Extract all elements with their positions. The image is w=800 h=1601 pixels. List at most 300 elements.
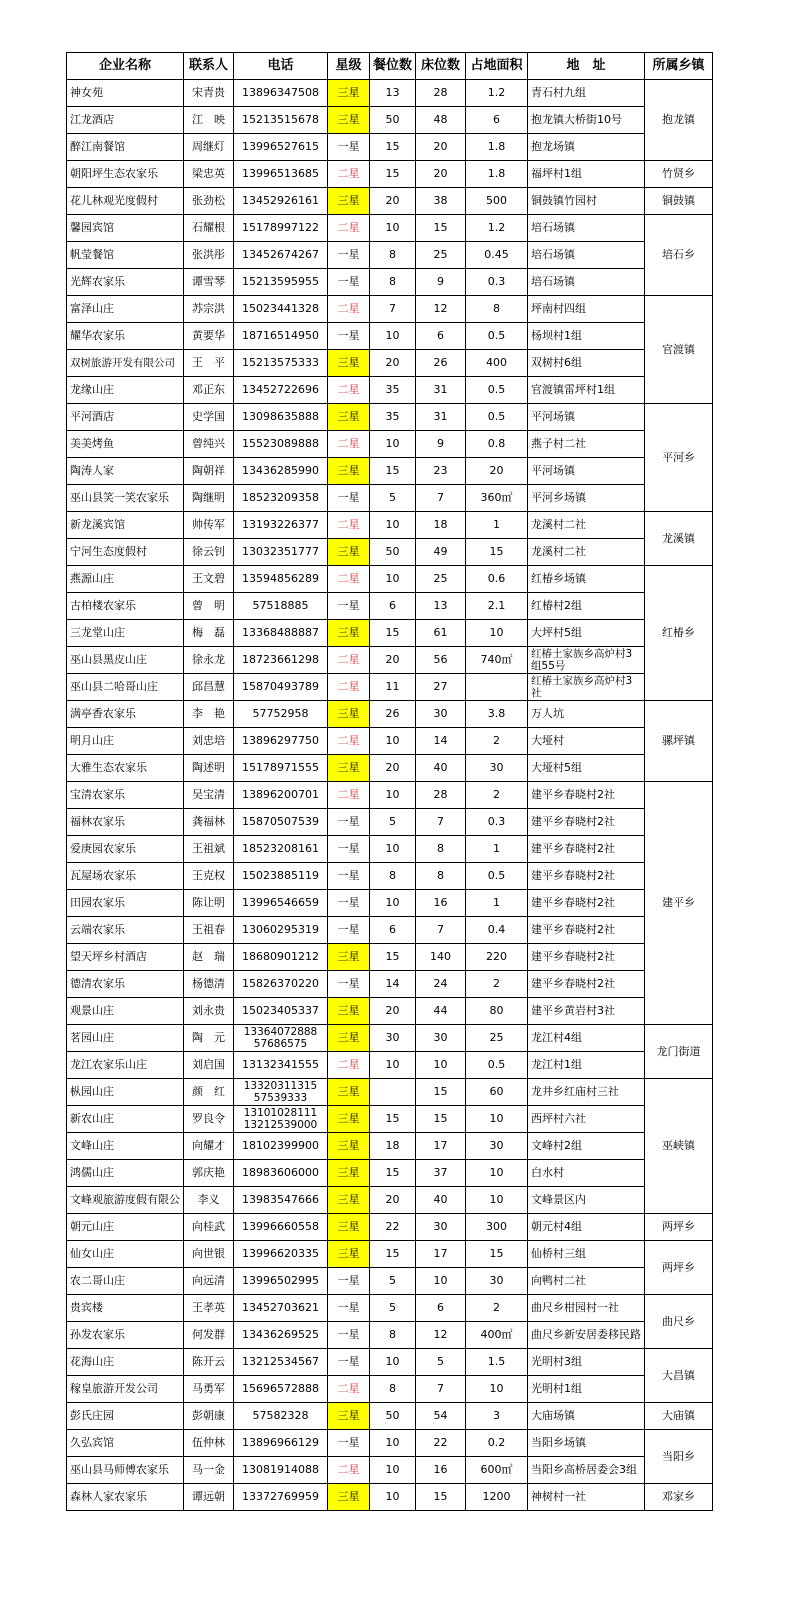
header-phone: 电话 [234, 53, 328, 80]
cell-beds: 16 [416, 890, 466, 917]
cell-star: 三星 [328, 1160, 370, 1187]
cell-name: 明月山庄 [67, 728, 184, 755]
cell-seats: 20 [370, 647, 416, 674]
cell-address: 红椿乡场镇 [528, 566, 645, 593]
cell-beds: 31 [416, 377, 466, 404]
cell-beds: 30 [416, 1214, 466, 1241]
table-row [67, 269, 713, 296]
cell-address: 平河场镇 [528, 404, 645, 431]
cell-contact: 向桂武 [184, 1214, 234, 1241]
cell-beds: 17 [416, 1133, 466, 1160]
cell-name: 森林人家农家乐 [67, 1484, 184, 1511]
cell-name: 新农山庄 [67, 1106, 184, 1133]
table-row [67, 620, 713, 647]
cell-phone: 13452674267 [234, 242, 328, 269]
cell-contact: 谭远朝 [184, 1484, 234, 1511]
cell-area: 30 [466, 1133, 528, 1160]
cell-area: 25 [466, 1025, 528, 1052]
cell-name: 望天坪乡村酒店 [67, 944, 184, 971]
cell-seats: 8 [370, 242, 416, 269]
cell-address: 当阳乡高桥居委会3组 [528, 1457, 645, 1484]
cell-area: 0.3 [466, 269, 528, 296]
cell-star: 一星 [328, 971, 370, 998]
cell-name: 龙缘山庄 [67, 377, 184, 404]
cell-area: 0.5 [466, 863, 528, 890]
table-row [67, 1295, 713, 1322]
cell-contact: 石耀根 [184, 215, 234, 242]
cell-seats: 20 [370, 350, 416, 377]
cell-star: 二星 [328, 1376, 370, 1403]
cell-phone: 15023405337 [234, 998, 328, 1025]
cell-town: 骡坪镇 [645, 701, 713, 782]
cell-contact: 帅传军 [184, 512, 234, 539]
cell-phone: 18983606000 [234, 1160, 328, 1187]
cell-town: 两坪乡 [645, 1241, 713, 1295]
cell-area: 1200 [466, 1484, 528, 1511]
cell-area: 600㎡ [466, 1457, 528, 1484]
cell-contact: 谭雪琴 [184, 269, 234, 296]
cell-seats: 30 [370, 1025, 416, 1052]
cell-contact: 黄要华 [184, 323, 234, 350]
cell-beds: 56 [416, 647, 466, 674]
cell-phone: 15213515678 [234, 107, 328, 134]
cell-beds: 9 [416, 431, 466, 458]
cell-area: 740㎡ [466, 647, 528, 674]
cell-phone: 13368488887 [234, 620, 328, 647]
cell-name: 仙女山庄 [67, 1241, 184, 1268]
cell-beds: 37 [416, 1160, 466, 1187]
cell-address: 建平乡春晓村2社 [528, 836, 645, 863]
cell-beds: 30 [416, 701, 466, 728]
cell-seats: 26 [370, 701, 416, 728]
cell-address: 红椿土家族乡高炉村3社 [528, 674, 645, 701]
cell-seats: 15 [370, 161, 416, 188]
header-row [67, 53, 713, 80]
cell-seats: 10 [370, 728, 416, 755]
cell-star: 一星 [328, 323, 370, 350]
cell-address: 文峰景区内 [528, 1187, 645, 1214]
cell-address: 大垭村5组 [528, 755, 645, 782]
cell-phone: 13983547666 [234, 1187, 328, 1214]
cell-beds: 17 [416, 1241, 466, 1268]
cell-beds: 8 [416, 836, 466, 863]
cell-beds: 27 [416, 674, 466, 701]
cell-contact: 史学国 [184, 404, 234, 431]
cell-star: 三星 [328, 1133, 370, 1160]
cell-phone: 13996513685 [234, 161, 328, 188]
cell-seats: 10 [370, 323, 416, 350]
table-row [67, 674, 713, 701]
cell-star: 一星 [328, 1268, 370, 1295]
cell-beds: 24 [416, 971, 466, 998]
cell-seats: 10 [370, 890, 416, 917]
cell-name: 爱庚园农家乐 [67, 836, 184, 863]
cell-star: 二星 [328, 728, 370, 755]
cell-beds: 6 [416, 323, 466, 350]
cell-beds: 49 [416, 539, 466, 566]
cell-seats: 18 [370, 1133, 416, 1160]
cell-contact: 伍仲林 [184, 1430, 234, 1457]
cell-star: 三星 [328, 1106, 370, 1133]
cell-contact: 彭朝康 [184, 1403, 234, 1430]
table-row [67, 161, 713, 188]
cell-beds: 10 [416, 1052, 466, 1079]
cell-phone: 18680901212 [234, 944, 328, 971]
cell-address: 培石场镇 [528, 242, 645, 269]
cell-contact: 何发群 [184, 1322, 234, 1349]
cell-contact: 梅 磊 [184, 620, 234, 647]
cell-phone: 18523209358 [234, 485, 328, 512]
cell-contact: 徐永龙 [184, 647, 234, 674]
cell-beds: 28 [416, 782, 466, 809]
cell-contact: 陈开云 [184, 1349, 234, 1376]
cell-name: 光辉农家乐 [67, 269, 184, 296]
cell-area: 60 [466, 1079, 528, 1106]
table-row [67, 80, 713, 107]
cell-contact: 王祖斌 [184, 836, 234, 863]
cell-area: 0.2 [466, 1430, 528, 1457]
cell-seats: 5 [370, 1268, 416, 1295]
cell-phone: 13098635888 [234, 404, 328, 431]
cell-area: 2 [466, 782, 528, 809]
cell-beds: 38 [416, 188, 466, 215]
cell-star: 三星 [328, 620, 370, 647]
cell-star: 一星 [328, 1349, 370, 1376]
cell-star: 一星 [328, 1322, 370, 1349]
table-row [67, 836, 713, 863]
cell-town: 大昌镇 [645, 1349, 713, 1403]
cell-phone: 15023441328 [234, 296, 328, 323]
cell-address: 培石场镇 [528, 215, 645, 242]
cell-beds: 140 [416, 944, 466, 971]
cell-seats: 8 [370, 863, 416, 890]
cell-town: 建平乡 [645, 782, 713, 1025]
cell-name: 文峰观旅游度假有限公 [67, 1187, 184, 1214]
table-row [67, 323, 713, 350]
cell-name: 富泽山庄 [67, 296, 184, 323]
cell-star: 三星 [328, 1025, 370, 1052]
cell-address: 龙溪村二社 [528, 539, 645, 566]
cell-seats: 13 [370, 80, 416, 107]
table-row [67, 1187, 713, 1214]
cell-area: 80 [466, 998, 528, 1025]
cell-seats: 10 [370, 1052, 416, 1079]
cell-contact: 罗良令 [184, 1106, 234, 1133]
table-row [67, 566, 713, 593]
cell-star: 二星 [328, 566, 370, 593]
cell-town: 龙门街道 [645, 1025, 713, 1079]
cell-phone: 13996527615 [234, 134, 328, 161]
table-row [67, 1349, 713, 1376]
cell-area: 10 [466, 620, 528, 647]
cell-beds: 25 [416, 566, 466, 593]
cell-name: 田园农家乐 [67, 890, 184, 917]
cell-address: 抱龙镇大桥街10号 [528, 107, 645, 134]
cell-phone: 15178971555 [234, 755, 328, 782]
header-area: 占地面积 [466, 53, 528, 80]
cell-phone: 13081914088 [234, 1457, 328, 1484]
cell-seats: 15 [370, 1160, 416, 1187]
cell-area: 10 [466, 1106, 528, 1133]
cell-address: 培石场镇 [528, 269, 645, 296]
cell-contact: 王克权 [184, 863, 234, 890]
cell-contact: 郭庆艳 [184, 1160, 234, 1187]
cell-address: 建平乡春晓村2社 [528, 971, 645, 998]
header-star: 星级 [328, 53, 370, 80]
table-row [67, 350, 713, 377]
cell-beds: 61 [416, 620, 466, 647]
cell-address: 仙桥村三组 [528, 1241, 645, 1268]
cell-town: 邓家乡 [645, 1484, 713, 1511]
cell-seats: 35 [370, 377, 416, 404]
cell-area: 2 [466, 1295, 528, 1322]
cell-name: 朝元山庄 [67, 1214, 184, 1241]
cell-star: 一星 [328, 863, 370, 890]
table-row [67, 1052, 713, 1079]
cell-contact: 李 艳 [184, 701, 234, 728]
cell-area: 0.5 [466, 1052, 528, 1079]
cell-seats: 6 [370, 917, 416, 944]
table-row [67, 971, 713, 998]
cell-star: 一星 [328, 1295, 370, 1322]
cell-seats: 35 [370, 404, 416, 431]
header-name: 企业名称 [67, 53, 184, 80]
cell-name: 巫山县笑一笑农家乐 [67, 485, 184, 512]
cell-phone: 13212534567 [234, 1349, 328, 1376]
cell-seats: 10 [370, 215, 416, 242]
cell-seats: 5 [370, 809, 416, 836]
cell-phone: 13896200701 [234, 782, 328, 809]
cell-area: 0.5 [466, 377, 528, 404]
cell-beds: 23 [416, 458, 466, 485]
cell-address: 红椿村2组 [528, 593, 645, 620]
cell-contact: 曾纯兴 [184, 431, 234, 458]
cell-contact: 颜 红 [184, 1079, 234, 1106]
cell-star: 一星 [328, 269, 370, 296]
cell-contact: 龚福林 [184, 809, 234, 836]
table-row [67, 1322, 713, 1349]
cell-name: 馨园宾馆 [67, 215, 184, 242]
cell-address: 建平乡春晓村2社 [528, 863, 645, 890]
table-row [67, 1403, 713, 1430]
cell-contact: 李义 [184, 1187, 234, 1214]
cell-address: 大垭村 [528, 728, 645, 755]
cell-star: 三星 [328, 188, 370, 215]
cell-star: 二星 [328, 782, 370, 809]
cell-phone: 13452703621 [234, 1295, 328, 1322]
table-row [67, 1457, 713, 1484]
cell-star: 一星 [328, 836, 370, 863]
cell-name: 孙发农家乐 [67, 1322, 184, 1349]
cell-seats: 11 [370, 674, 416, 701]
cell-seats: 20 [370, 998, 416, 1025]
cell-phone: 18523208161 [234, 836, 328, 863]
cell-contact: 陶 元 [184, 1025, 234, 1052]
cell-star: 一星 [328, 134, 370, 161]
cell-phone: 13896297750 [234, 728, 328, 755]
cell-town: 两坪乡 [645, 1214, 713, 1241]
cell-address: 双树村6组 [528, 350, 645, 377]
cell-address: 白水村 [528, 1160, 645, 1187]
cell-address: 坪南村四组 [528, 296, 645, 323]
table-row [67, 242, 713, 269]
cell-contact: 吴宝清 [184, 782, 234, 809]
cell-beds: 10 [416, 1268, 466, 1295]
cell-contact: 陶述明 [184, 755, 234, 782]
cell-seats: 10 [370, 836, 416, 863]
cell-star: 三星 [328, 404, 370, 431]
cell-contact: 向远清 [184, 1268, 234, 1295]
table-row [67, 755, 713, 782]
cell-contact: 周继灯 [184, 134, 234, 161]
cell-star: 一星 [328, 917, 370, 944]
cell-phone: 13996660558 [234, 1214, 328, 1241]
cell-name: 福林农家乐 [67, 809, 184, 836]
cell-beds: 54 [416, 1403, 466, 1430]
cell-phone: 13452926161 [234, 188, 328, 215]
table-row [67, 458, 713, 485]
cell-seats: 20 [370, 188, 416, 215]
cell-address: 当阳乡场镇 [528, 1430, 645, 1457]
cell-name: 帆莹餐馆 [67, 242, 184, 269]
cell-phone: 15826370220 [234, 971, 328, 998]
cell-seats: 10 [370, 512, 416, 539]
cell-name: 枞园山庄 [67, 1079, 184, 1106]
table-row [67, 539, 713, 566]
cell-beds: 44 [416, 998, 466, 1025]
cell-area: 1 [466, 512, 528, 539]
table-row [67, 863, 713, 890]
cell-beds: 12 [416, 296, 466, 323]
cell-beds: 8 [416, 863, 466, 890]
cell-area: 10 [466, 1160, 528, 1187]
cell-contact: 邓正东 [184, 377, 234, 404]
cell-beds: 30 [416, 1025, 466, 1052]
cell-beds: 22 [416, 1430, 466, 1457]
cell-star: 二星 [328, 296, 370, 323]
table-row [67, 782, 713, 809]
cell-address: 龙江村4组 [528, 1025, 645, 1052]
cell-phone: 57752958 [234, 701, 328, 728]
cell-address: 光明村1组 [528, 1376, 645, 1403]
cell-area: 1 [466, 836, 528, 863]
cell-seats: 15 [370, 944, 416, 971]
cell-beds: 25 [416, 242, 466, 269]
cell-star: 一星 [328, 593, 370, 620]
table-row [67, 296, 713, 323]
cell-beds: 15 [416, 1079, 466, 1106]
cell-area: 30 [466, 1268, 528, 1295]
cell-area: 3 [466, 1403, 528, 1430]
table-row [67, 1241, 713, 1268]
cell-name: 农二哥山庄 [67, 1268, 184, 1295]
cell-area: 30 [466, 755, 528, 782]
cell-address: 万人坑 [528, 701, 645, 728]
cell-phone: 13896347508 [234, 80, 328, 107]
spreadsheet [66, 52, 713, 1511]
cell-seats: 8 [370, 1376, 416, 1403]
table-row [67, 701, 713, 728]
cell-beds: 14 [416, 728, 466, 755]
cell-address: 龙溪村二社 [528, 512, 645, 539]
cell-seats: 15 [370, 458, 416, 485]
cell-star: 二星 [328, 647, 370, 674]
cell-contact: 杨德清 [184, 971, 234, 998]
table-body [67, 80, 713, 1511]
table-row [67, 404, 713, 431]
cell-star: 三星 [328, 1484, 370, 1511]
cell-seats: 10 [370, 782, 416, 809]
cell-seats: 5 [370, 485, 416, 512]
cell-area: 220 [466, 944, 528, 971]
cell-contact: 马勇军 [184, 1376, 234, 1403]
cell-town: 红椿乡 [645, 566, 713, 701]
cell-phone: 13132341555 [234, 1052, 328, 1079]
cell-star: 三星 [328, 1079, 370, 1106]
cell-star: 一星 [328, 809, 370, 836]
cell-town: 龙溪镇 [645, 512, 713, 566]
cell-seats: 20 [370, 1187, 416, 1214]
cell-name: 龙江农家乐山庄 [67, 1052, 184, 1079]
cell-area: 20 [466, 458, 528, 485]
cell-beds: 26 [416, 350, 466, 377]
cell-beds: 16 [416, 1457, 466, 1484]
table-row [67, 107, 713, 134]
cell-beds: 13 [416, 593, 466, 620]
table-row [67, 512, 713, 539]
cell-star: 三星 [328, 107, 370, 134]
cell-area: 360㎡ [466, 485, 528, 512]
cell-phone: 57518885 [234, 593, 328, 620]
cell-phone: 13372769959 [234, 1484, 328, 1511]
cell-address: 向鸭村二社 [528, 1268, 645, 1295]
cell-star: 一星 [328, 242, 370, 269]
cell-address: 建平乡春晓村2社 [528, 917, 645, 944]
cell-seats: 10 [370, 1484, 416, 1511]
cell-area: 15 [466, 539, 528, 566]
cell-address: 龙江村1组 [528, 1052, 645, 1079]
cell-name: 花儿林观光度假村 [67, 188, 184, 215]
cell-seats: 15 [370, 1106, 416, 1133]
cell-phone: 15213575333 [234, 350, 328, 377]
cell-star: 二星 [328, 674, 370, 701]
cell-phone: 13032351777 [234, 539, 328, 566]
cell-beds: 7 [416, 1376, 466, 1403]
cell-star: 三星 [328, 350, 370, 377]
header-seats: 餐位数 [370, 53, 416, 80]
cell-name: 贵宾楼 [67, 1295, 184, 1322]
cell-phone: 13996546659 [234, 890, 328, 917]
cell-address: 平河场镇 [528, 458, 645, 485]
table-row [67, 998, 713, 1025]
cell-seats: 20 [370, 755, 416, 782]
cell-town: 培石乡 [645, 215, 713, 296]
cell-address: 朝元村4组 [528, 1214, 645, 1241]
cell-star: 二星 [328, 1052, 370, 1079]
cell-star: 一星 [328, 890, 370, 917]
cell-beds: 7 [416, 917, 466, 944]
cell-area: 400 [466, 350, 528, 377]
cell-contact: 陶朝祥 [184, 458, 234, 485]
cell-beds: 5 [416, 1349, 466, 1376]
cell-address: 文峰村2组 [528, 1133, 645, 1160]
cell-seats: 8 [370, 269, 416, 296]
cell-name: 巫山县马师傅农家乐 [67, 1457, 184, 1484]
cell-contact: 王文碧 [184, 566, 234, 593]
header-town: 所属乡镇 [645, 53, 713, 80]
cell-contact: 马一金 [184, 1457, 234, 1484]
cell-name: 云端农家乐 [67, 917, 184, 944]
